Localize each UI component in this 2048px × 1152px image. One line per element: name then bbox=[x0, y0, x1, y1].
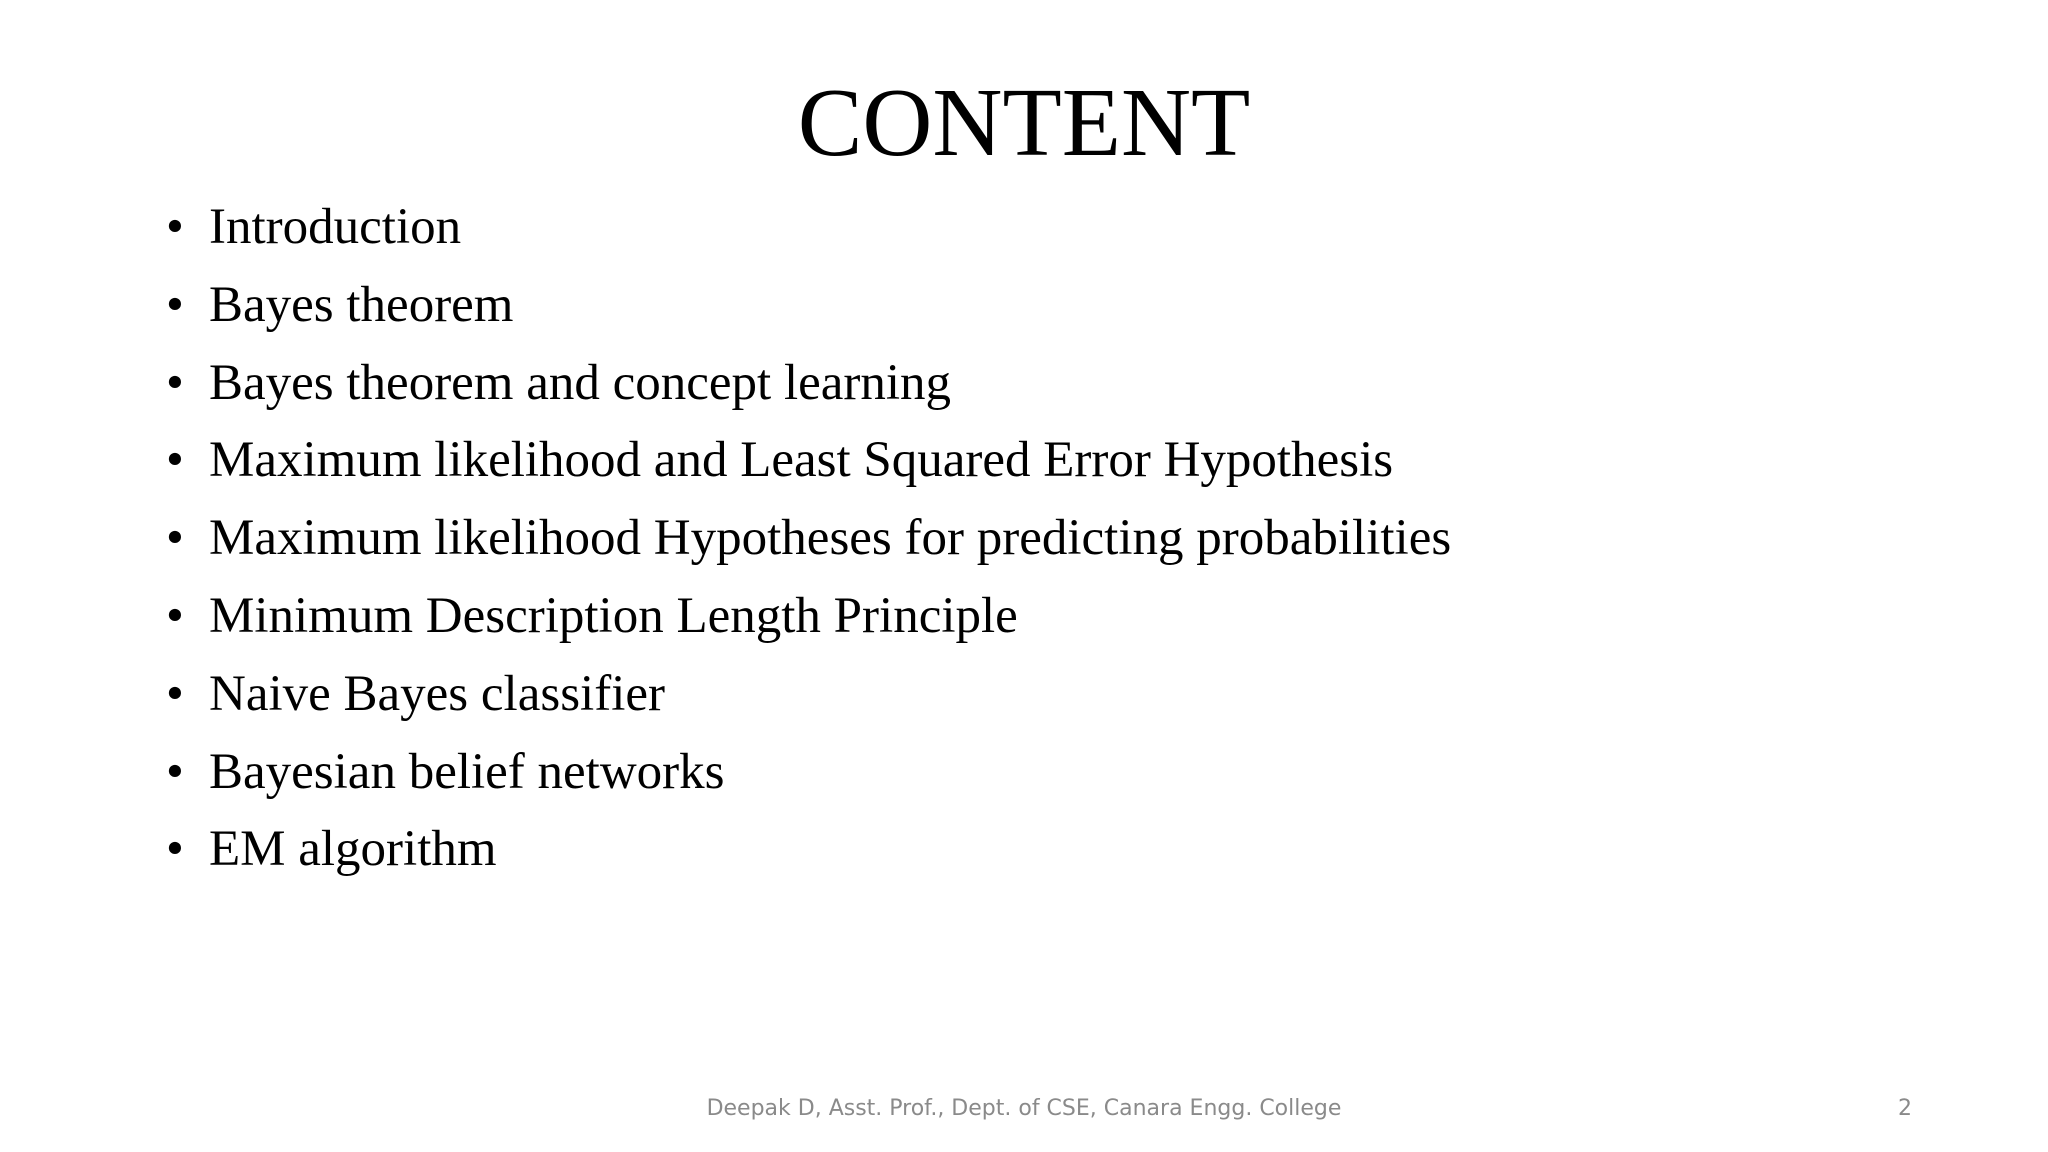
bullet-icon: • bbox=[166, 354, 184, 411]
list-item-concept-learning bbox=[166, 349, 1451, 427]
slide-title: CONTENT bbox=[797, 69, 1251, 176]
list-item-label: Introduction bbox=[209, 199, 462, 255]
page-number: 2 bbox=[1898, 1096, 1912, 1121]
list-item-naive-bayes bbox=[166, 660, 1451, 738]
list-item-bayes-theorem bbox=[166, 271, 1451, 349]
list-item-label: Maximum likelihood Hypotheses for predicting probabilities bbox=[209, 510, 1452, 567]
list-item-predicting-probabilities bbox=[166, 504, 1451, 582]
bullet-icon: • bbox=[166, 743, 184, 800]
list-item-label: Minimum Description Length Principle bbox=[209, 587, 1018, 644]
list-item-label: Naive Bayes classifier bbox=[209, 665, 665, 722]
list-item-label: Bayesian belief networks bbox=[209, 743, 725, 800]
content-list bbox=[166, 193, 1451, 893]
list-item-bayesian-belief-networks bbox=[166, 738, 1451, 816]
bullet-icon: • bbox=[166, 432, 184, 489]
list-item-em-algorithm bbox=[166, 815, 1451, 893]
bullet-icon: • bbox=[166, 199, 184, 255]
bullet-icon: • bbox=[166, 665, 184, 722]
list-item-introduction bbox=[166, 193, 1451, 271]
list-item-label: Maximum likelihood and Least Squared Error Hypothesis bbox=[209, 432, 1394, 489]
bullet-icon: • bbox=[166, 276, 184, 333]
list-item-least-squared-error bbox=[166, 426, 1451, 504]
footer-text: Deepak D, Asst. Prof., Dept. of CSE, Canara Engg. College bbox=[706, 1096, 1342, 1121]
list-item-label: EM algorithm bbox=[209, 821, 497, 878]
bullet-icon: • bbox=[166, 510, 184, 567]
list-item-label: Bayes theorem and concept learning bbox=[209, 354, 952, 411]
list-item-mdl-principle bbox=[166, 582, 1451, 660]
bullet-icon: • bbox=[166, 821, 184, 878]
bullet-icon: • bbox=[166, 587, 184, 644]
list-item-label: Bayes theorem bbox=[209, 276, 514, 333]
